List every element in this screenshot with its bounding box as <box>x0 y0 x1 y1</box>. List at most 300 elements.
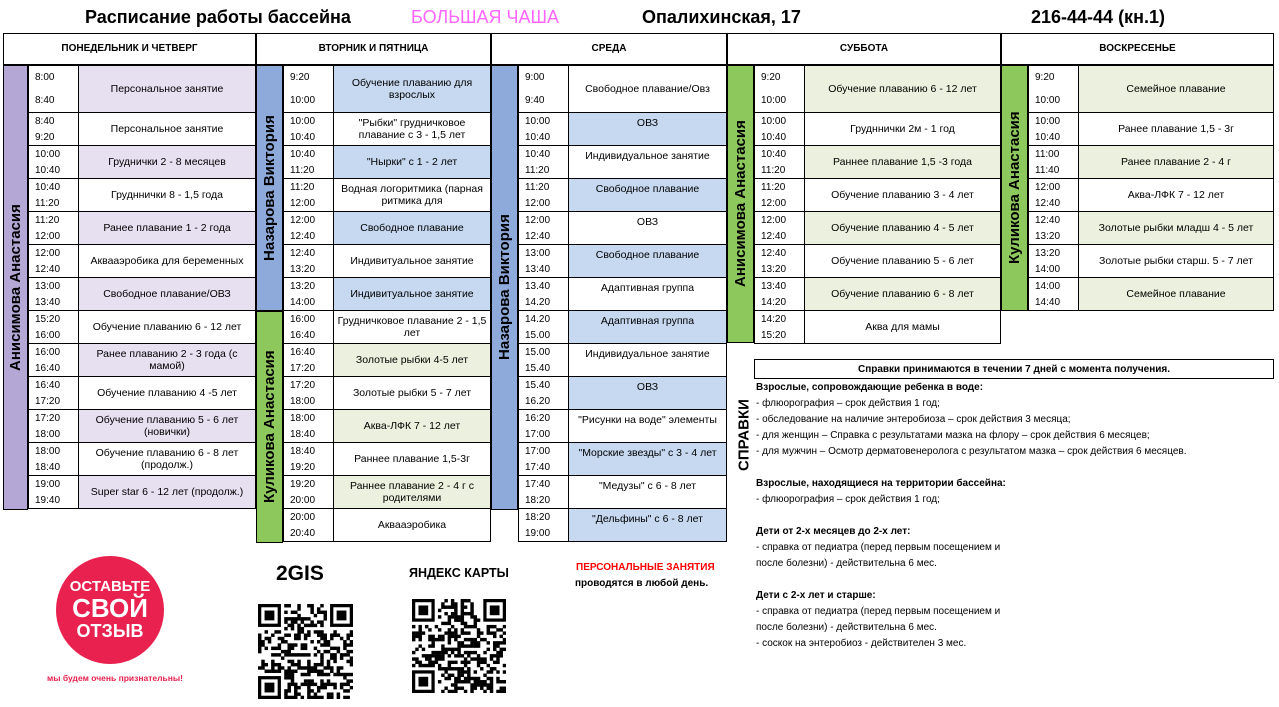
schedule-row <box>283 277 491 311</box>
review-badge[interactable] <box>56 556 164 664</box>
time-cell <box>519 377 569 409</box>
schedule-row <box>28 310 256 344</box>
activity-cell: Золотые рыбки 5 - 7 лет <box>352 386 472 399</box>
time-cell <box>29 146 79 178</box>
personal-lessons-note: проводятся в любой день. <box>575 578 709 589</box>
badge-line-1: ОСТАВЬТЕ <box>69 578 151 596</box>
activity-cell: Ранее плавание 2 - 4 г <box>1120 155 1232 168</box>
notes-title: Справки принимаются в течении 7 дней с момента получения. <box>754 359 1274 379</box>
start-time: 10:00 <box>1035 115 1061 127</box>
time-cell <box>519 146 569 178</box>
activity-cell: Свободное плавание <box>360 221 464 234</box>
schedule-row <box>28 178 256 212</box>
start-time: 18:40 <box>290 445 316 457</box>
start-time: 11:20 <box>35 214 60 226</box>
end-time: 18:20 <box>525 494 551 506</box>
start-time: 13:00 <box>525 247 551 259</box>
notes-line: - флюорография – срок действия 1 год; <box>756 494 940 505</box>
time-cell <box>284 179 334 211</box>
start-time: 11:20 <box>525 181 550 193</box>
notes-list <box>756 380 1274 652</box>
time-cell <box>755 311 805 343</box>
notes-line: - справка от педиатра (перед первым посещением и <box>756 542 1001 553</box>
schedule-row <box>1028 211 1274 245</box>
start-time: 12:00 <box>35 247 61 259</box>
end-time: 10:40 <box>1035 131 1061 143</box>
schedule-row <box>283 112 491 146</box>
end-time: 18:40 <box>35 461 61 473</box>
time-cell <box>1029 278 1079 310</box>
notes-side-label: СПРАВКИ <box>735 399 753 471</box>
end-time: 11:20 <box>290 164 315 176</box>
schedule-row <box>28 65 256 113</box>
schedule-row <box>754 211 1001 245</box>
end-time: 10:00 <box>1035 95 1061 106</box>
notes-line: после болезни) - действительна 6 мес. <box>756 558 937 569</box>
schedule-row <box>518 343 727 377</box>
end-time: 19:40 <box>35 494 61 506</box>
end-time: 13:40 <box>35 296 61 308</box>
end-time: 17:20 <box>290 362 316 374</box>
activity-cell: Индивидуальное занятие <box>585 150 710 162</box>
notes-heading: Дети от 2-х месяцев до 2-х лет: <box>756 526 911 537</box>
badge-line-3: ОТЗЫВ <box>76 621 144 642</box>
start-time: 10:40 <box>35 181 61 193</box>
time-cell <box>1029 179 1079 211</box>
brand-name: БОЛЬШАЯ ЧАША <box>411 7 560 27</box>
time-cell <box>29 311 79 343</box>
schedule-row <box>1028 145 1274 179</box>
activity-cell: "Рыбки" грудничковое плавание с 3 - 1,5 лет <box>358 116 466 141</box>
start-time: 10:00 <box>290 115 316 127</box>
activity-cell: Обучение плаванию 4 - 5 лет <box>831 221 974 234</box>
activity-cell: Обучение плаванию 6 - 8 лет <box>831 287 974 300</box>
start-time: 8:40 <box>35 115 55 127</box>
activity-cell: Свободное плавание/ОВЗ <box>103 287 231 300</box>
activity-cell: Аквааэробика для беременных <box>90 254 244 267</box>
time-cell <box>29 344 79 376</box>
activity-cell: Грудничковое плавание 2 - 1,5 лет <box>337 314 487 339</box>
activity-cell: Ранее плавание 1,5 - 3г <box>1118 122 1234 135</box>
notes-line <box>756 460 1274 476</box>
schedule-row <box>283 65 491 113</box>
activity-cell: Ранее плавание 1 - 2 года <box>103 221 231 234</box>
schedule-row <box>1028 112 1274 146</box>
time-cell <box>755 245 805 277</box>
end-time: 13:20 <box>761 263 787 275</box>
day-header-mon-thu: ПОНЕДЕЛЬНИК И ЧЕТВЕРГ <box>3 33 256 65</box>
end-time: 15:20 <box>761 329 787 341</box>
end-time: 11:20 <box>35 197 60 209</box>
badge-line-2: СВОЙ <box>72 592 148 623</box>
end-time: 17:40 <box>525 461 551 473</box>
instructor-anisimova: Анисимова Анастасия <box>3 65 28 510</box>
start-time: 19:20 <box>290 478 316 490</box>
end-time: 12:40 <box>290 230 316 242</box>
activity-cell: Раннее плавание 2 - 4 г с родителями <box>350 479 474 504</box>
notes-heading: Дети с 2-х лет и старше: <box>756 590 876 601</box>
time-cell <box>29 66 79 112</box>
time-cell <box>519 443 569 475</box>
activity-cell: Обучение плаванию 6 - 12 лет <box>828 82 977 95</box>
end-time: 11:20 <box>525 164 550 176</box>
start-time: 12:40 <box>290 247 316 259</box>
activity-cell: Индивидуальное занятие <box>585 348 710 360</box>
start-time: 10:00 <box>525 115 551 127</box>
start-time: 16:40 <box>290 346 316 358</box>
schedule-row <box>518 442 727 476</box>
end-time: 13:20 <box>1035 230 1061 242</box>
activity-cell: Обучение плаванию для взрослых <box>351 76 473 101</box>
activity-cell: Семейное плавание <box>1126 82 1226 95</box>
activity-cell: Золотые рыбки младш 4 - 5 лет <box>1098 221 1254 234</box>
time-cell <box>284 344 334 376</box>
qr-code-yandex[interactable] <box>412 599 506 693</box>
end-time: 11:40 <box>1035 164 1060 176</box>
start-time: 15.00 <box>525 346 551 358</box>
notes-line <box>756 508 1274 524</box>
schedule-row <box>754 244 1001 278</box>
end-time: 12:40 <box>761 230 787 242</box>
end-time: 10:00 <box>761 95 787 106</box>
day-header-sun: ВОСКРЕСЕНЬЕ <box>1001 33 1274 65</box>
end-time: 16:40 <box>35 362 61 374</box>
schedule-row <box>518 475 727 509</box>
time-cell <box>284 113 334 145</box>
notes-heading: Взрослые, сопровождающие ребенка в воде: <box>756 382 984 393</box>
end-time: 14:40 <box>1035 296 1061 308</box>
activity-cell: Раннее плавание 1,5-3г <box>354 452 470 465</box>
start-time: 13.40 <box>525 280 551 292</box>
activity-cell: Адаптивная группа <box>600 282 695 294</box>
time-cell <box>755 113 805 145</box>
schedule-row <box>28 211 256 245</box>
time-cell <box>29 113 79 145</box>
end-time: 10:40 <box>761 131 787 143</box>
time-cell <box>1029 113 1079 145</box>
end-time: 19:00 <box>525 527 551 539</box>
notes-line: - для женщин – Справка с результатами мазка на флору – срок действия 6 месяцев; <box>756 430 1150 441</box>
start-time: 12:00 <box>761 214 787 226</box>
end-time: 16:00 <box>35 329 61 341</box>
time-cell <box>519 410 569 442</box>
start-time: 11:20 <box>761 181 786 193</box>
schedule-row <box>28 475 256 509</box>
time-cell <box>284 278 334 310</box>
activity-cell: Грудннички 8 - 1,5 года <box>110 188 223 201</box>
schedule-row <box>518 409 727 443</box>
schedule-row <box>283 409 491 443</box>
schedule-row <box>1028 244 1274 278</box>
schedule-row <box>28 409 256 443</box>
start-time: 16:00 <box>35 346 61 358</box>
start-time: 11:00 <box>1035 148 1060 160</box>
end-time: 17:20 <box>35 395 61 407</box>
start-time: 17:00 <box>525 445 551 457</box>
address: Опалихинская, 17 <box>642 7 801 27</box>
schedule-row <box>518 508 727 542</box>
day-header-tue-fri: ВТОРНИК И ПЯТНИЦА <box>256 33 491 65</box>
start-time: 12:40 <box>1035 214 1061 226</box>
notes-line: - соскок на энтеробиоз - действителен 3 мес. <box>756 638 967 649</box>
start-time: 9:20 <box>1035 72 1055 83</box>
time-cell <box>519 113 569 145</box>
schedule-row <box>518 376 727 410</box>
end-time: 12:40 <box>35 263 61 275</box>
activity-cell: Водная логоритмика (парная ритмика для <box>341 182 483 207</box>
time-cell <box>284 146 334 178</box>
start-time: 17:40 <box>525 478 551 490</box>
time-cell <box>519 476 569 508</box>
start-time: 8:00 <box>35 72 55 83</box>
schedule-row <box>283 211 491 245</box>
start-time: 9:20 <box>290 72 310 83</box>
end-time: 12:40 <box>525 230 551 242</box>
activity-cell: Раннее плавание 1,5 -3 года <box>832 155 972 168</box>
start-time: 16:40 <box>35 379 61 391</box>
end-time: 11:20 <box>761 164 786 176</box>
start-time: 16:00 <box>290 313 316 325</box>
schedule-row <box>1028 178 1274 212</box>
activity-cell: Обучение плаванию 6 - 12 лет <box>92 320 242 333</box>
start-time: 14:20 <box>761 313 787 325</box>
gis-label: 2GIS <box>276 562 324 585</box>
end-time: 8:40 <box>35 95 55 106</box>
page-title: Расписание работы бассейна <box>85 7 351 27</box>
schedule-row <box>28 277 256 311</box>
time-cell <box>29 410 79 442</box>
activity-cell: Семейное плавание <box>1126 287 1226 300</box>
activity-cell: "Нырки" с 1 - 2 лет <box>366 155 458 168</box>
end-time: 14:00 <box>1035 263 1061 275</box>
time-cell <box>284 245 334 277</box>
end-time: 10:40 <box>35 164 61 176</box>
end-time: 15.40 <box>525 362 551 374</box>
schedule-row <box>283 244 491 278</box>
schedule-row <box>754 310 1001 344</box>
start-time: 18:20 <box>525 511 551 523</box>
schedule-row <box>28 343 256 377</box>
time-cell <box>29 245 79 277</box>
activity-cell: ОВЗ <box>636 117 659 129</box>
schedule-row <box>518 65 727 113</box>
time-cell <box>284 212 334 244</box>
end-time: 9:20 <box>35 131 55 143</box>
notes-line: - для мужчин – Осмотр дерматовенеролога с результатом мазка – срок действия 6 месяцев. <box>756 446 1187 457</box>
time-cell <box>519 66 569 112</box>
start-time: 10:00 <box>35 148 61 160</box>
activity-cell: Аква-ЛФК 7 - 12 лет <box>363 419 461 432</box>
schedule-row <box>518 310 727 344</box>
time-cell <box>1029 146 1079 178</box>
time-cell <box>29 476 79 508</box>
schedule-row <box>754 178 1001 212</box>
end-time: 10:40 <box>290 131 316 143</box>
instructor-nazarova: Назарова Виктория <box>491 65 518 510</box>
schedule-row <box>518 145 727 179</box>
schedule-row <box>754 277 1001 311</box>
activity-cell: Аква-ЛФК 7 - 12 лет <box>1127 188 1225 201</box>
end-time: 18:40 <box>290 428 316 440</box>
schedule-row <box>283 376 491 410</box>
time-cell <box>1029 212 1079 244</box>
activity-cell: Обучение плаванию 4 -5 лет <box>97 386 237 399</box>
schedule-row <box>283 442 491 476</box>
start-time: 17:20 <box>35 412 61 424</box>
instructor-kulikova: Куликова Анастасия <box>1001 65 1028 311</box>
personal-lessons-title: ПЕРСОНАЛЬНЫЕ ЗАНЯТИЯ <box>576 562 715 573</box>
activity-cell: Обучение плаванию 5 - 6 лет (новички) <box>95 413 239 438</box>
end-time: 14:20 <box>761 296 787 308</box>
instructor-anisimova: Анисимова Анастасия <box>727 65 754 343</box>
schedule-row <box>283 343 491 377</box>
badge-subtitle: мы будем очень признательны! <box>47 673 183 683</box>
activity-cell: Обучение плаванию 3 - 4 лет <box>831 188 974 201</box>
activity-cell: Груднички 2 - 8 месяцев <box>108 155 226 168</box>
time-cell <box>29 278 79 310</box>
schedule-row <box>28 244 256 278</box>
end-time: 14.20 <box>525 296 551 308</box>
schedule-row <box>28 112 256 146</box>
start-time: 18:00 <box>290 412 316 424</box>
notes-line: - обследование на наличие энтеробиоза – срок действия 3 месяца; <box>756 414 1071 425</box>
day-header-wed: СРЕДА <box>491 33 727 65</box>
time-cell <box>519 278 569 310</box>
schedule-row <box>28 145 256 179</box>
activity-cell: "Рисунки на воде" элементы <box>578 414 717 426</box>
activity-cell: Персональное занятие <box>110 122 224 135</box>
end-time: 14:00 <box>290 296 316 308</box>
time-cell <box>284 443 334 475</box>
start-time: 12:00 <box>525 214 551 226</box>
end-time: 12:40 <box>1035 197 1061 209</box>
schedule-row <box>518 277 727 311</box>
schedule-row <box>28 376 256 410</box>
time-cell <box>1029 245 1079 277</box>
time-cell <box>755 278 805 310</box>
activity-cell: "Дельфины" с 6 - 8 лет <box>592 513 703 525</box>
activity-cell: ОВЗ <box>636 216 659 228</box>
instructor-kulikova: Куликова Анастасия <box>256 311 283 543</box>
activity-cell: ОВЗ <box>636 381 659 393</box>
schedule-row <box>518 244 727 278</box>
activity-cell: Золотые рыбки 4-5 лет <box>355 353 469 366</box>
schedule-row <box>518 211 727 245</box>
time-cell <box>284 476 334 508</box>
schedule-row <box>283 178 491 212</box>
start-time: 15:20 <box>35 313 61 325</box>
activity-cell: "Морские звезды" с 3 - 4 лет <box>578 447 717 459</box>
time-cell <box>755 66 805 112</box>
time-cell <box>284 509 334 541</box>
time-cell <box>29 212 79 244</box>
qr-code-2gis[interactable] <box>258 604 353 699</box>
start-time: 14.20 <box>525 313 551 325</box>
end-time: 12:00 <box>525 197 551 209</box>
start-time: 12:00 <box>1035 181 1061 193</box>
time-cell <box>284 377 334 409</box>
time-cell <box>29 443 79 475</box>
start-time: 10:40 <box>525 148 551 160</box>
start-time: 13:20 <box>290 280 316 292</box>
end-time: 12:00 <box>761 197 787 209</box>
start-time: 13:20 <box>1035 247 1061 259</box>
time-cell <box>284 410 334 442</box>
activity-cell: Аква для мамы <box>865 320 940 333</box>
end-time: 13:20 <box>290 263 316 275</box>
end-time: 13:40 <box>525 263 551 275</box>
time-cell <box>755 179 805 211</box>
start-time: 14:00 <box>1035 280 1061 292</box>
schedule-row <box>754 65 1001 113</box>
time-cell <box>29 179 79 211</box>
start-time: 12:00 <box>290 214 316 226</box>
schedule-row <box>28 442 256 476</box>
notes-line <box>756 572 1274 588</box>
activity-cell: Индивитуальное занятие <box>350 287 474 300</box>
activity-cell: "Медузы" с 6 - 8 лет <box>598 480 697 492</box>
notes-line: после болезни) - действительна 6 мес. <box>756 622 937 633</box>
schedule-row <box>283 310 491 344</box>
activity-cell: Индивитуальное занятие <box>350 254 474 267</box>
activity-cell: Золотые рыбки старш. 5 - 7 лет <box>1099 254 1253 267</box>
end-time: 17:00 <box>525 428 551 440</box>
activity-cell: Свободное плавание <box>595 249 700 261</box>
time-cell <box>519 212 569 244</box>
time-cell <box>519 245 569 277</box>
activity-cell: Адаптивная группа <box>600 315 695 327</box>
activity-cell: Аквааэробика <box>377 518 447 531</box>
schedule-row <box>283 145 491 179</box>
end-time: 20:00 <box>290 494 316 506</box>
time-cell <box>284 66 334 112</box>
schedule-row <box>754 145 1001 179</box>
phone: 216-44-44 (кн.1) <box>1031 7 1165 27</box>
schedule-row <box>518 178 727 212</box>
start-time: 19:00 <box>35 478 61 490</box>
start-time: 10:00 <box>761 115 787 127</box>
end-time: 18:00 <box>35 428 61 440</box>
time-cell <box>519 311 569 343</box>
start-time: 10:40 <box>761 148 787 160</box>
end-time: 12:00 <box>290 197 316 209</box>
activity-cell: Super star 6 - 12 лет (продолж.) <box>90 485 244 498</box>
end-time: 16:40 <box>290 329 316 341</box>
activity-cell: Обучение плаванию 5 - 6 лет <box>831 254 974 267</box>
time-cell <box>519 179 569 211</box>
time-cell <box>519 344 569 376</box>
start-time: 9:00 <box>525 72 545 83</box>
end-time: 9:40 <box>525 95 545 106</box>
schedule-row <box>283 475 491 509</box>
yandex-label: ЯНДЕКС КАРТЫ <box>409 566 509 580</box>
end-time: 18:00 <box>290 395 316 407</box>
end-time: 10:00 <box>290 95 316 106</box>
schedule-row <box>283 508 491 542</box>
time-cell <box>755 212 805 244</box>
end-time: 19:20 <box>290 461 316 473</box>
schedule-row <box>1028 65 1274 113</box>
start-time: 15.40 <box>525 379 551 391</box>
end-time: 20:40 <box>290 527 316 539</box>
start-time: 13:00 <box>35 280 61 292</box>
notes-line: - справка от педиатра (перед первым посещением и <box>756 606 1001 617</box>
schedule-row <box>1028 277 1274 311</box>
time-cell <box>1029 66 1079 112</box>
activity-cell: Свободное плавание <box>595 183 700 195</box>
start-time: 13:40 <box>761 280 787 292</box>
start-time: 9:20 <box>761 72 781 83</box>
